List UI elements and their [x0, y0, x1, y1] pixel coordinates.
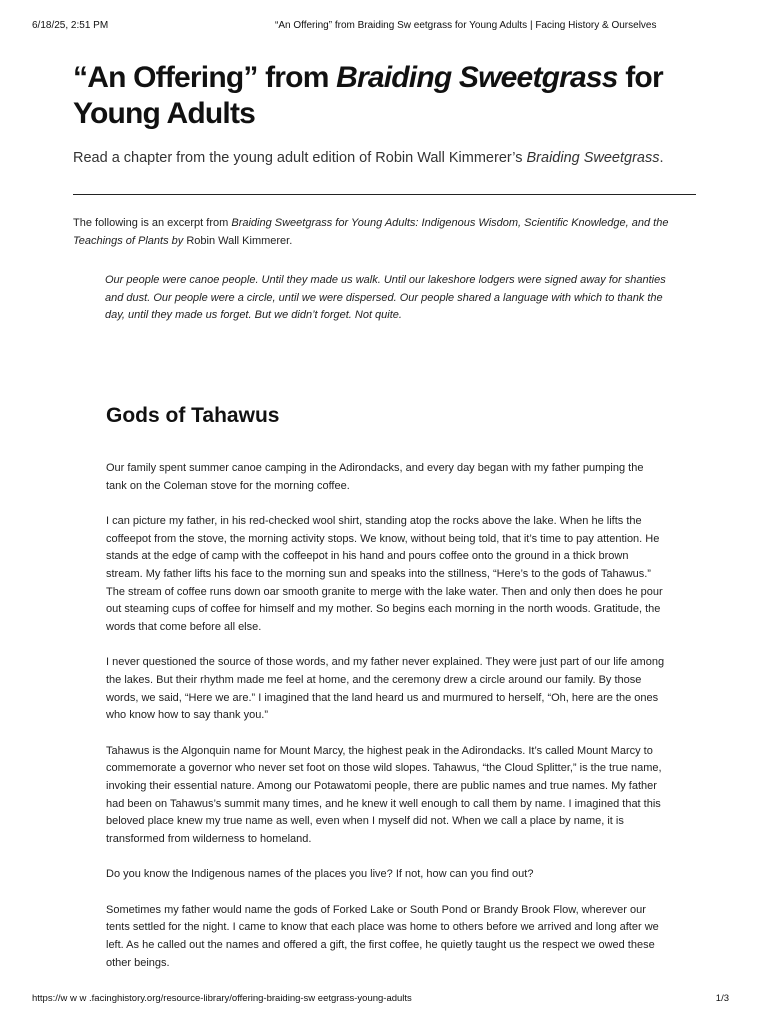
- section-heading: Gods of Tahawus: [106, 404, 280, 427]
- intro-book: Braiding Sweetgrass for Young Adults: Indigenous Wisdom, Scientific Knowledge, and the Teachings of Plants by: [73, 217, 669, 247]
- subtitle-end: .: [659, 150, 664, 166]
- page-number: 1/3: [715, 993, 729, 1004]
- title-book: Braiding Sweetgrass: [336, 61, 618, 94]
- section-body: [106, 460, 666, 972]
- paragraph: Sometimes my father would name the gods of Forked Lake or South Pond or Brandy Brook Flow, wherever our tents settled for the night. I came to know that each place was home to others before we arrived and long after we left. As he called out the names and offered a gift, the first coffee, he quietly taught us the respect we owed these other beings.: [106, 903, 659, 969]
- intro-author: Robin Wall Kimmerer.: [183, 234, 293, 247]
- subtitle-book: Braiding Sweetgrass: [526, 150, 660, 166]
- paragraph: Our family spent summer canoe camping in the Adirondacks, and every day began with my father pumping the tank on the Coleman stove for the morning coffee.: [106, 462, 644, 492]
- print-url: https://w w w .facinghistory.org/resource-library/offering-braiding-sw eetgrass-young-adults: [32, 993, 412, 1004]
- title-part2: for Young Adults: [73, 61, 663, 130]
- subtitle-text: Read a chapter from the young adult edition of Robin Wall Kimmerer’s: [73, 150, 527, 166]
- epigraph-quote: Our people were canoe people. Until they made us walk. Until our lakeshore lodgers were signed away for shanties and dust. Our people were a circle, until we were dispersed. Our people shared a language with which to thank the day, until they made us forget. But we didn’t forget. Not quite.: [105, 274, 666, 321]
- intro-text: The following is an excerpt from: [73, 217, 232, 229]
- print-datetime: 6/18/25, 2:51 PM: [32, 20, 109, 31]
- paragraph: I never questioned the source of those words, and my father never explained. They were just part of our life among the lakes. But their rhythm made me feel at home, and the ceremony drew a circle around our family. By those words, we said, “Here we are.” I imagined that the land heard us and murmured to herself, “Oh, here are the ones who know how to say thank you.”: [106, 656, 665, 722]
- intro-paragraph: [73, 215, 696, 250]
- divider: [73, 194, 696, 195]
- title-part1: “An Offering” from: [73, 61, 337, 94]
- article-header: [73, 60, 696, 325]
- print-footer: [32, 993, 736, 1005]
- page-title: [73, 60, 693, 132]
- section-gods-of-tahawus: [106, 398, 666, 972]
- paragraph: Tahawus is the Algonquin name for Mount Marcy, the highest peak in the Adirondacks. It’s called Mount Marcy to commemorate a governor who never set foot on those wild slopes. Tahawus, “the Cloud Splitter,” is the true name, invoking their essential nature. Among our Potawatomi people, there are public names and true names. My father had been on Tahawus’s summit many times, and he knew it well enough to call them by name. I imagined that this beloved place knew my true name as well, even when I myself did not. When we call a place by name, it is transformed from wilderness to homeland.: [106, 744, 662, 845]
- paragraph: Do you know the Indigenous names of the places you live? If not, how can you find out?: [106, 868, 534, 881]
- page-subtitle: [73, 148, 696, 168]
- paragraph: I can picture my father, in his red-checked wool shirt, standing atop the rocks above the lake. When he lifts the coffeepot from the stove, the morning activity stops. We know, without being told, that it’s time to pay attention. He stands at the edge of camp with the coffeepot in his hand and pours coffee onto the ground in a thick brown stream. My father lifts his face to the morning sun and speaks into the stillness, “Here’s to the gods of Tahawus.” The stream of coffee runs down oar smooth granite to merge with the lake water. Then and only then does he pour out steaming cups of coffee for himself and my mother. So begins each morning in the north woods. Gratitude, the words that come before all else.: [106, 515, 663, 633]
- print-header: [32, 20, 736, 32]
- print-doc-title: “An Offering” from Braiding Sw eetgrass for Young Adults | Facing History & Ourselves: [275, 20, 657, 31]
